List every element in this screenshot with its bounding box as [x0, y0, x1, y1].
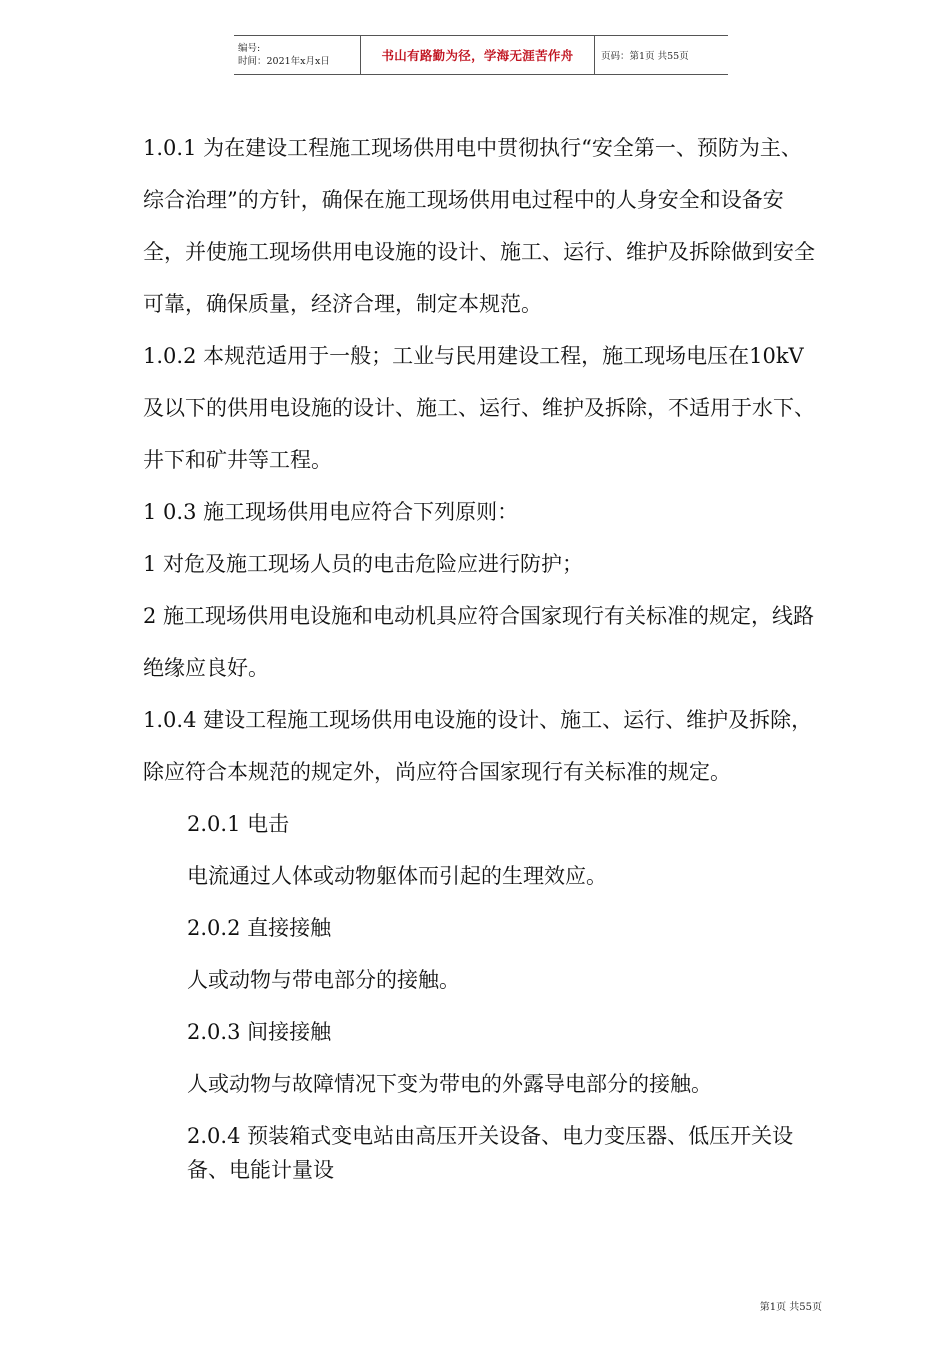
header-meta [234, 36, 361, 74]
definition-2-0-2: 人或动物与带电部分的接触。 [187, 968, 460, 992]
principle-item-1: 1 对危及施工现场人员的电击危险应进行防护； [143, 552, 584, 576]
document-body [143, 122, 819, 1187]
page-header [234, 35, 728, 75]
paragraph-1-0-4: 1.0.4 建设工程施工现场供用电设施的设计、施工、运行、维护及拆除，除应符合本规范的规定外，尚应符合国家现行有关标准的规定。 [143, 708, 813, 784]
page-footer: 第1页 共55页 [759, 1302, 822, 1313]
document-number-label: 编号: [238, 43, 261, 54]
definition-2-0-1: 电流通过人体或动物躯体而引起的生理效应。 [187, 864, 607, 888]
paragraph-1-0-3: 1 0.3 施工现场供用电应符合下列原则： [143, 500, 519, 524]
paragraph-1-0-2: 1.0.2 本规范适用于一般；工业与民用建设工程，施工现场电压在10kV及以下的供用电设施的设计、施工、运行、维护及拆除，不适用于水下、井下和矿井等工程。 [143, 344, 815, 472]
header-motto: 书山有路勤为径，学海无涯苦作舟 [361, 36, 595, 74]
term-2-0-4 [143, 1119, 819, 1187]
document-time-label: 时间：2021年x月x日 [238, 56, 330, 67]
term-2-0-4-line-2: 备、电能计量设 [187, 1158, 334, 1182]
term-2-0-3: 2.0.3 间接接触 [187, 1020, 332, 1044]
term-2-0-4-line-1: 2.0.4 预装箱式变电站由高压开关设备、电力变压器、低压开关设 [187, 1124, 794, 1148]
principle-item-2: 2 施工现场供用电设施和电动机具应符合国家现行有关标准的规定，线路绝缘应良好。 [143, 604, 815, 680]
term-2-0-1: 2.0.1 电击 [187, 812, 290, 836]
term-2-0-2: 2.0.2 直接接触 [187, 916, 332, 940]
header-page-info: 页码：第1页 共55页 [601, 51, 689, 62]
paragraph-1-0-1: 1.0.1 为在建设工程施工现场供用电中贯彻执行“安全第一、预防为主、综合治理”的方针，确保在施工现场供用电过程中的人身安全和设备安全，并使施工现场供用电设施的设计、施工、运行、维护及拆除做到安全可靠，确保质量，经济合理，制定本规范。 [143, 136, 815, 316]
definition-2-0-3: 人或动物与故障情况下变为带电的外露导电部分的接触。 [187, 1072, 712, 1096]
